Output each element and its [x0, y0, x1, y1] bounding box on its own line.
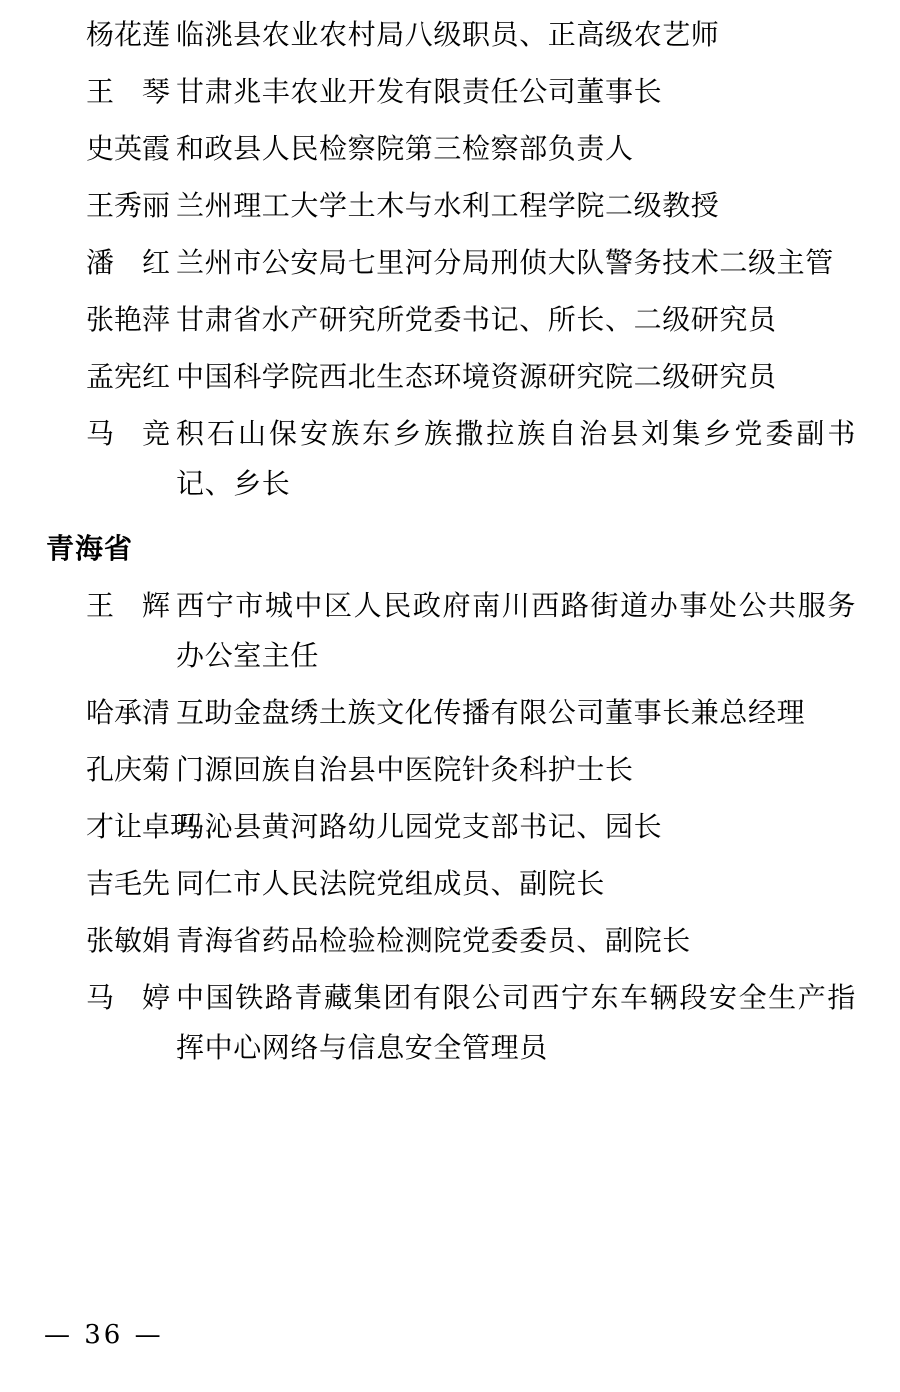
person-name: 张艳萍 — [86, 303, 171, 336]
list-item — [44, 802, 856, 852]
person-title: 中国铁路青藏集团有限公司西宁东车辆段安全生产指挥中心网络与信息安全管理员 — [176, 981, 856, 1064]
list-item — [44, 581, 856, 681]
person-name: 孟宪红 — [86, 360, 171, 393]
page-number: — 36 — — [44, 1320, 164, 1350]
person-name: 杨花莲 — [86, 18, 171, 51]
list-item — [44, 409, 856, 509]
person-title: 互助金盘绣土族文化传播有限公司董事长兼总经理 — [176, 696, 806, 729]
person-title: 门源回族自治县中医院针灸科护士长 — [176, 753, 634, 786]
section-heading-qinghai: 青海省 — [46, 532, 134, 565]
list-item — [44, 295, 856, 345]
person-title: 甘肃兆丰农业开发有限责任公司董事长 — [176, 75, 663, 108]
person-title: 和政县人民检察院第三检察部负责人 — [176, 132, 634, 165]
list-item — [44, 124, 856, 174]
person-name: 才让卓玛 — [86, 810, 199, 843]
entry-list-qinghai — [44, 581, 856, 1073]
person-title: 兰州理工大学土木与水利工程学院二级教授 — [176, 189, 720, 222]
person-name: 吉毛先 — [86, 867, 171, 900]
person-name: 哈承清 — [86, 696, 171, 729]
person-title: 青海省药品检验检测院党委委员、副院长 — [176, 924, 691, 957]
person-title: 积石山保安族东乡族撒拉族自治县刘集乡党委副书记、乡长 — [176, 417, 856, 500]
list-item — [44, 238, 856, 288]
person-name: 王 辉 — [86, 589, 171, 622]
person-name: 马 竞 — [86, 417, 171, 450]
person-name: 史英霞 — [86, 132, 171, 165]
list-item — [44, 859, 856, 909]
list-item — [44, 688, 856, 738]
person-name: 孔庆菊 — [86, 753, 171, 786]
list-item — [44, 745, 856, 795]
list-item — [44, 973, 856, 1073]
person-name: 张敏娟 — [86, 924, 171, 957]
person-name: 马 婷 — [86, 981, 171, 1014]
person-title: 甘肃省水产研究所党委书记、所长、二级研究员 — [176, 303, 777, 336]
person-name: 王 琴 — [86, 75, 171, 108]
list-item — [44, 352, 856, 402]
person-title: 西宁市城中区人民政府南川西路街道办事处公共服务办公室主任 — [176, 589, 856, 672]
list-item — [44, 67, 856, 117]
person-name: 王秀丽 — [86, 189, 171, 222]
person-title: 同仁市人民法院党组成员、副院长 — [176, 867, 606, 900]
person-title: 临洮县农业农村局八级职员、正高级农艺师 — [176, 18, 720, 51]
person-title: 中国科学院西北生态环境资源研究院二级研究员 — [176, 360, 777, 393]
person-name: 潘 红 — [86, 246, 171, 279]
person-title: 玛沁县黄河路幼儿园党支部书记、园长 — [176, 810, 663, 843]
list-item — [44, 10, 856, 60]
list-item — [44, 181, 856, 231]
entry-list-gansu — [44, 10, 856, 509]
list-item — [44, 916, 856, 966]
person-title: 兰州市公安局七里河分局刑侦大队警务技术二级主管 — [176, 246, 834, 279]
